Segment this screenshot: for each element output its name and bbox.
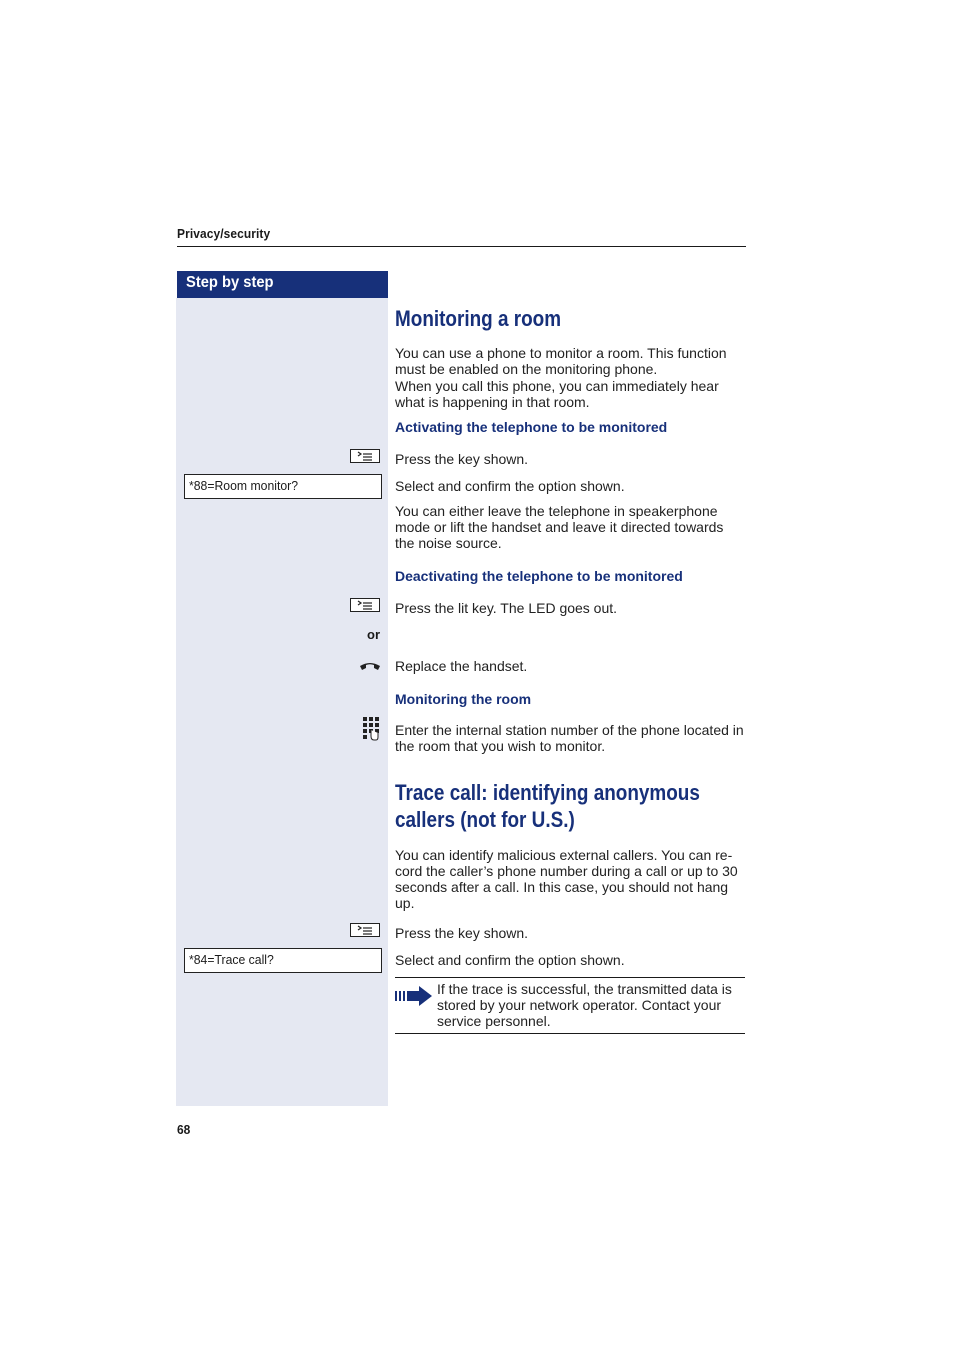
trace-step-press-key: Press the key shown. <box>395 925 529 941</box>
sidebar-header <box>177 271 388 298</box>
step-press-key: Press the key shown. <box>395 451 529 467</box>
arrow-note-icon <box>395 985 433 1012</box>
trace-intro: You can identify malicious external callers. You can re-cord the caller’s phone number during a call or up to 30 seconds after a call. In this case, you should not hang up. <box>395 847 738 911</box>
or-label: or <box>367 627 380 642</box>
subheading-deactivating: Deactivating the telephone to be monitored <box>395 568 683 584</box>
trace-step-select-option: Select and confirm the option shown. <box>395 952 625 968</box>
activating-note: You can either leave the telephone in speakerphone mode or lift the handset and leave it directed towards the noise source. <box>395 503 724 551</box>
section-header: Privacy/security <box>177 226 271 241</box>
sidebar-panel <box>176 298 388 1106</box>
section-title-trace-line1: Trace call: identifying anonymous <box>395 780 700 805</box>
monitoring-intro: You can use a phone to monitor a room. This function must be enabled on the monitoring phone. <box>395 345 727 377</box>
page-number: 68 <box>177 1122 191 1137</box>
subheading-monitoring-room: Monitoring the room <box>395 691 532 707</box>
option-trace-call-label: *84=Trace call? <box>189 952 274 967</box>
keypad-icon <box>362 716 380 747</box>
subheading-activating: Activating the telephone to be monitored <box>395 419 668 435</box>
section-title-monitoring: Monitoring a room <box>395 306 562 331</box>
step-enter-number: Enter the internal station number of the phone located in the room that you wish to monitor. <box>395 722 744 754</box>
sidebar-title: Step by step <box>186 274 274 291</box>
handset-down-icon <box>358 660 382 679</box>
note-rule-top <box>395 977 745 978</box>
step-press-lit-key: Press the lit key. The LED goes out. <box>395 600 618 616</box>
menu-key-icon <box>350 598 380 612</box>
section-title-trace-line2: callers (not for U.S.) <box>395 807 575 832</box>
monitoring-intro-2: When you call this phone, you can immediately hear what is happening in that room. <box>395 378 719 410</box>
option-trace-call[interactable] <box>184 948 382 973</box>
step-replace-handset: Replace the handset. <box>395 658 528 674</box>
menu-key-icon <box>350 449 380 463</box>
option-room-monitor-label: *88=Room monitor? <box>189 478 299 493</box>
menu-key-icon <box>350 923 380 937</box>
header-divider <box>177 246 746 247</box>
step-select-option: Select and confirm the option shown. <box>395 478 625 494</box>
trace-note: If the trace is successful, the transmitted data is stored by your network operator. Contact your service personnel. <box>437 981 732 1029</box>
note-rule-bottom <box>395 1033 745 1034</box>
option-room-monitor[interactable] <box>184 474 382 499</box>
